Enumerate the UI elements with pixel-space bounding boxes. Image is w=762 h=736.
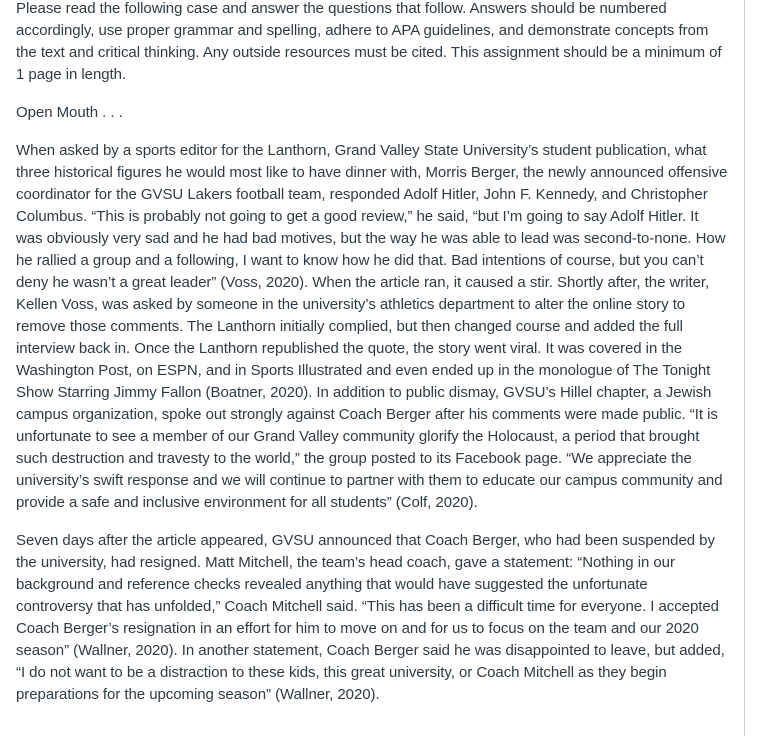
instructions-paragraph: Please read the following case and answer the questions that follow. Answers should be numbered accordingly, use proper grammar and spelling, adhere to APA guidelines, and demonstrate concepts from the text and critical thinking. Any outside resources must be cited. This assignment should be a minimum of 1 page in length. — [16, 0, 722, 83]
case-paragraph-2: Seven days after the article appeared, GVSU announced that Coach Berger, who had been suspended by the university, had resigned. Matt Mitchell, the team’s head coach, gave a statement: “Nothing in our background and reference checks revealed anything that would have suggested the unfortunate controversy that has unfolded,” Coach Mitchell said. “This has been a difficult time for everyone. I accepted Coach Berger’s resignation in an effort for him to move on and for us to focus on the team and our 2020 season” (Wallner, 2020). In another statement, Coach Berger said he was disappointed to leave, but added, “I do not want to be a distraction to these kids, this great university, or Coach Mitchell as they begin preparations for the upcoming season” (Wallner, 2020). — [16, 532, 725, 703]
content-border — [744, 0, 745, 736]
case-paragraph-1: When asked by a sports editor for the Lanthorn, Grand Valley State University’s student publication, what three historical figures he would most like to have dinner with, Morris Berger, the newly announced offensive coordinator for the GVSU Lakers football team, responded Adolf Hitler, John F. Kennedy, and Christopher Columbus. “This is probably not going to get a good review,” he said, “but I’m going to say Adolf Hitler. It was obviously very sad and he had bad motives, but the way he was able to lead was second-to-none. How he rallied a group and a following, I want to know how he did that. Bad intentions of course, but you can’t deny he wasn’t a great leader” (Voss, 2020). When the article ran, it caused a stir. Shortly after, the writer, Kellen Voss, was asked by someone in the university’s athletics department to alter the online story to remove those comments. The Lanthorn initially complied, but then changed course and added the full interview back in. Once the Lanthorn republished the quote, the story went viral. It was covered in the Washington Post, on ESPN, and in Sports Illustrated and even ended up in the monologue of The Tonight Show Starring Jimmy Fallon (Boatner, 2020). In addition to public dismay, GVSU’s Hillel chapter, a Jewish campus organization, spoke out strongly against Coach Berger after his comments were made public. “It is unfortunate to see a member of our Grand Valley community glorify the Holocaust, a period that brought such destruction and travesty to the world,” the group posted to its Facebook page. “We appreciate the university’s swift response and we will continue to partner with them to educate our campus community and provide a safe and inclusive environment for all students” (Colf, 2020). — [16, 142, 728, 511]
case-title: Open Mouth . . . — [16, 104, 123, 121]
assignment-description — [16, 0, 728, 706]
